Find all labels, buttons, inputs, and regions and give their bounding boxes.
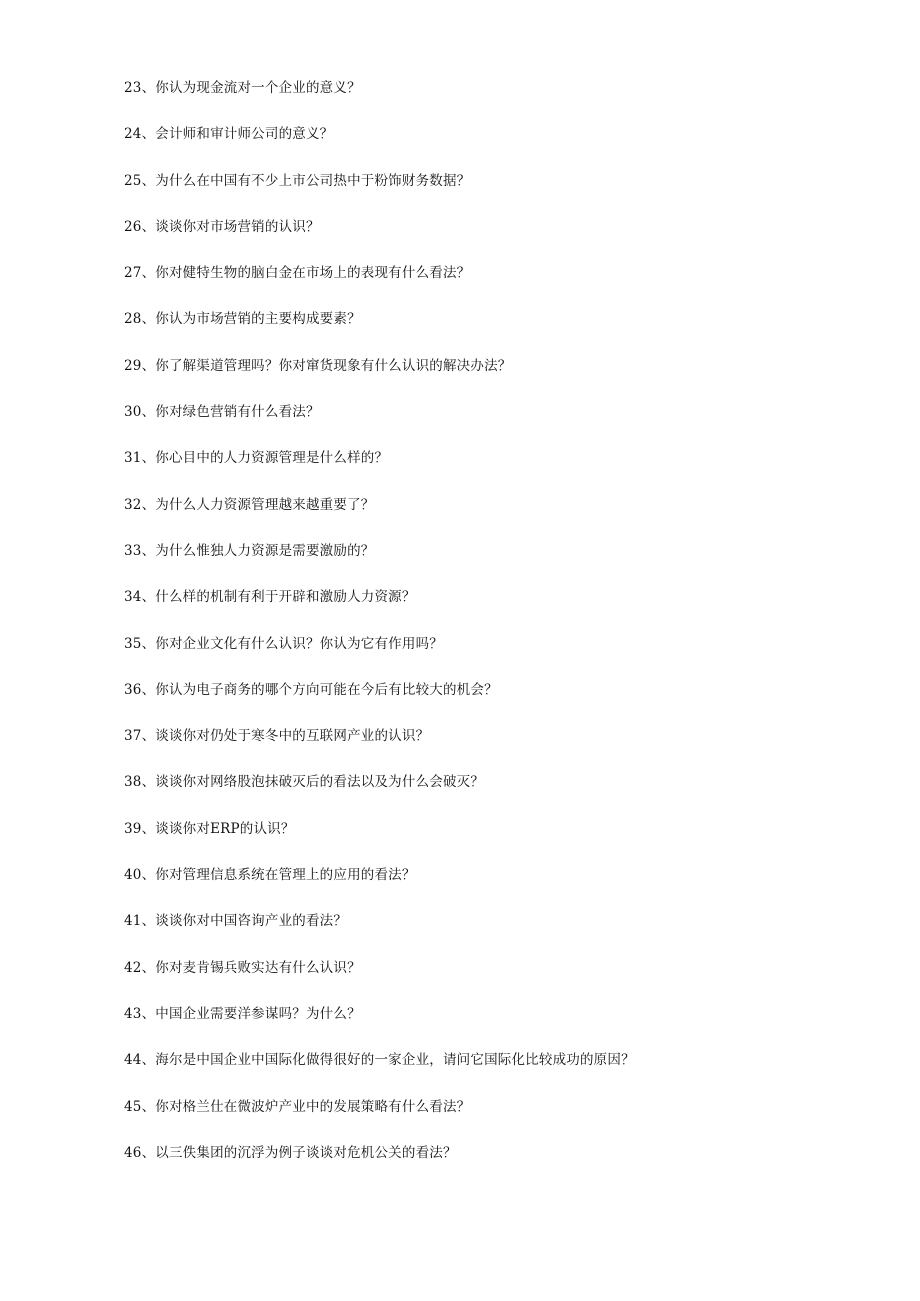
question-item: 38、谈谈你对网络股泡抹破灭后的看法以及为什么会破灭？ (124, 774, 485, 791)
question-item: 34、什么样的机制有利于开辟和激励人力资源？ (124, 589, 416, 606)
question-item: 24、会计师和审计师公司的意义？ (124, 126, 334, 143)
question-item: 25、为什么在中国有不少上市公司热中于粉饰财务数据？ (124, 172, 471, 189)
question-item: 44、海尔是中国企业中国际化做得很好的一家企业，请问它国际化比较成功的原因？ (124, 1052, 635, 1069)
question-item: 27、你对健特生物的脑白金在市场上的表现有什么看法？ (124, 265, 471, 282)
question-item: 37、谈谈你对仍处于寒冬中的互联网产业的认识？ (124, 728, 430, 745)
question-item: 42、你对麦肯锡兵败实达有什么认识？ (124, 959, 361, 976)
question-item: 36、你认为电子商务的哪个方向可能在今后有比较大的机会？ (124, 681, 498, 698)
question-item: 45、你对格兰仕在微波炉产业中的发展策略有什么看法？ (124, 1098, 471, 1115)
question-item: 39、谈谈你对ERP的认识？ (124, 820, 295, 837)
question-item: 40、你对管理信息系统在管理上的应用的看法？ (124, 867, 416, 884)
question-item: 43、中国企业需要洋参谋吗？为什么？ (124, 1005, 361, 1022)
question-item: 41、谈谈你对中国咨询产业的看法？ (124, 913, 348, 930)
question-item: 26、谈谈你对市场营销的认识？ (124, 218, 320, 235)
question-item: 31、你心目中的人力资源管理是什么样的？ (124, 450, 389, 467)
question-item: 28、你认为市场营销的主要构成要素？ (124, 311, 361, 328)
question-item: 23、你认为现金流对一个企业的意义？ (124, 80, 361, 96)
question-item: 46、以三佚集团的沉浮为例子谈谈对危机公关的看法？ (124, 1144, 457, 1161)
question-item: 29、你了解渠道管理吗？你对窜货现象有什么认识的解决办法？ (124, 357, 512, 374)
question-item: 32、为什么人力资源管理越来越重要了？ (124, 496, 375, 513)
question-item: 35、你对企业文化有什么认识？你认为它有作用吗？ (124, 635, 443, 652)
question-item: 33、为什么惟独人力资源是需要激励的？ (124, 542, 375, 559)
question-list (124, 77, 864, 1188)
question-item: 30、你对绿色营销有什么看法？ (124, 404, 320, 421)
